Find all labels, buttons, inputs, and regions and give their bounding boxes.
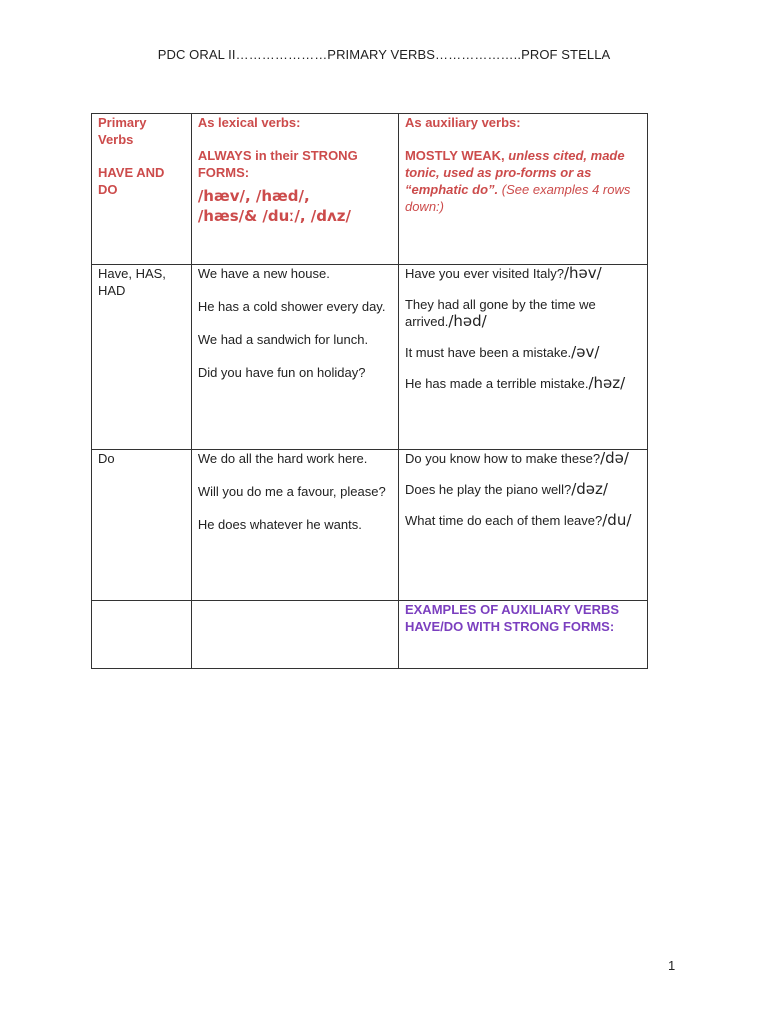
list-item: Did you have fun on holiday? bbox=[197, 365, 366, 380]
lexical-ipa-line2: /hæs/& /duː/, /dʌz/ bbox=[197, 207, 351, 225]
examples-heading-line2: HAVE/DO WITH STRONG FORMS: bbox=[404, 619, 615, 634]
example-text: Have you ever visited Italy? bbox=[404, 266, 564, 281]
verbs-label: Verbs bbox=[98, 132, 134, 147]
list-item bbox=[405, 512, 641, 529]
cell-auxiliary-verbs bbox=[398, 114, 647, 265]
ipa-text: /həv/ bbox=[563, 264, 602, 282]
list-item: We have a new house. bbox=[197, 266, 330, 281]
list-item bbox=[405, 375, 641, 392]
cell-do-label bbox=[92, 450, 192, 601]
primary-verbs-table bbox=[91, 113, 648, 669]
list-item bbox=[405, 344, 641, 361]
cell-do-auxiliary-examples bbox=[398, 450, 647, 601]
list-item bbox=[405, 265, 641, 282]
have-and-label: HAVE AND bbox=[98, 165, 165, 180]
ipa-text: /həd/ bbox=[448, 312, 487, 330]
list-item: Will you do me a favour, please? bbox=[197, 484, 386, 499]
had-label: HAD bbox=[98, 283, 126, 298]
lexical-title: As lexical verbs: bbox=[197, 115, 301, 130]
do-label: DO bbox=[98, 182, 118, 197]
empty-cell bbox=[191, 601, 398, 669]
list-item bbox=[405, 450, 641, 467]
page-number: 1 bbox=[668, 958, 676, 973]
lexical-strong-line1: ALWAYS in their STRONG bbox=[197, 148, 358, 163]
ipa-text: /əv/ bbox=[571, 343, 600, 361]
primary-label: Primary bbox=[98, 115, 147, 130]
examples-heading-line1: EXAMPLES OF AUXILIARY VERBS bbox=[404, 602, 620, 617]
lexical-ipa-line1: /hæv/, /hæd/, bbox=[197, 187, 310, 205]
table-row-do bbox=[92, 450, 648, 601]
list-item bbox=[405, 481, 641, 498]
example-text: Do you know how to make these? bbox=[404, 451, 601, 466]
ipa-text: /də/ bbox=[600, 449, 629, 467]
have-has-label: Have, HAS, bbox=[98, 266, 166, 281]
cell-do-lexical-examples bbox=[191, 450, 398, 601]
list-item: He has a cold shower every day. bbox=[197, 299, 386, 314]
example-text: They had all gone by the time we arrived. bbox=[404, 297, 596, 329]
ipa-text: /du/ bbox=[602, 511, 632, 529]
ipa-text: /dəz/ bbox=[571, 480, 608, 498]
table-row-have bbox=[92, 265, 648, 450]
unless-cited-text: unless cited, made tonic, used as pro-forms or as “emphatic do”. bbox=[404, 148, 625, 197]
list-item bbox=[405, 296, 641, 330]
cell-have-label bbox=[92, 265, 192, 450]
cell-examples-heading bbox=[398, 601, 647, 669]
auxiliary-description bbox=[405, 147, 641, 215]
table-row-examples bbox=[92, 601, 648, 669]
example-text: What time do each of them leave? bbox=[404, 513, 603, 528]
table-row-header bbox=[92, 114, 648, 265]
example-text: He has made a terrible mistake. bbox=[404, 376, 589, 391]
do-verb-label: Do bbox=[98, 451, 115, 466]
example-text: It must have been a mistake. bbox=[404, 345, 572, 360]
lexical-strong-line2: FORMS: bbox=[197, 165, 250, 180]
cell-primary-verbs bbox=[92, 114, 192, 265]
cell-have-auxiliary-examples bbox=[398, 265, 647, 450]
example-text: Does he play the piano well? bbox=[404, 482, 572, 497]
empty-cell bbox=[92, 601, 192, 669]
page-header: PDC ORAL II…………………PRIMARY VERBS………………..PROF STELLA bbox=[157, 47, 611, 62]
mostly-weak-text: MOSTLY WEAK, bbox=[404, 148, 505, 163]
cell-lexical-verbs bbox=[191, 114, 398, 265]
list-item: We had a sandwich for lunch. bbox=[197, 332, 369, 347]
ipa-text: /həz/ bbox=[588, 374, 626, 392]
list-item: We do all the hard work here. bbox=[197, 451, 368, 466]
see-examples-text: (See examples 4 rows down:) bbox=[404, 182, 631, 214]
auxiliary-title: As auxiliary verbs: bbox=[404, 115, 521, 130]
list-item: He does whatever he wants. bbox=[197, 517, 362, 532]
cell-have-lexical-examples bbox=[191, 265, 398, 450]
